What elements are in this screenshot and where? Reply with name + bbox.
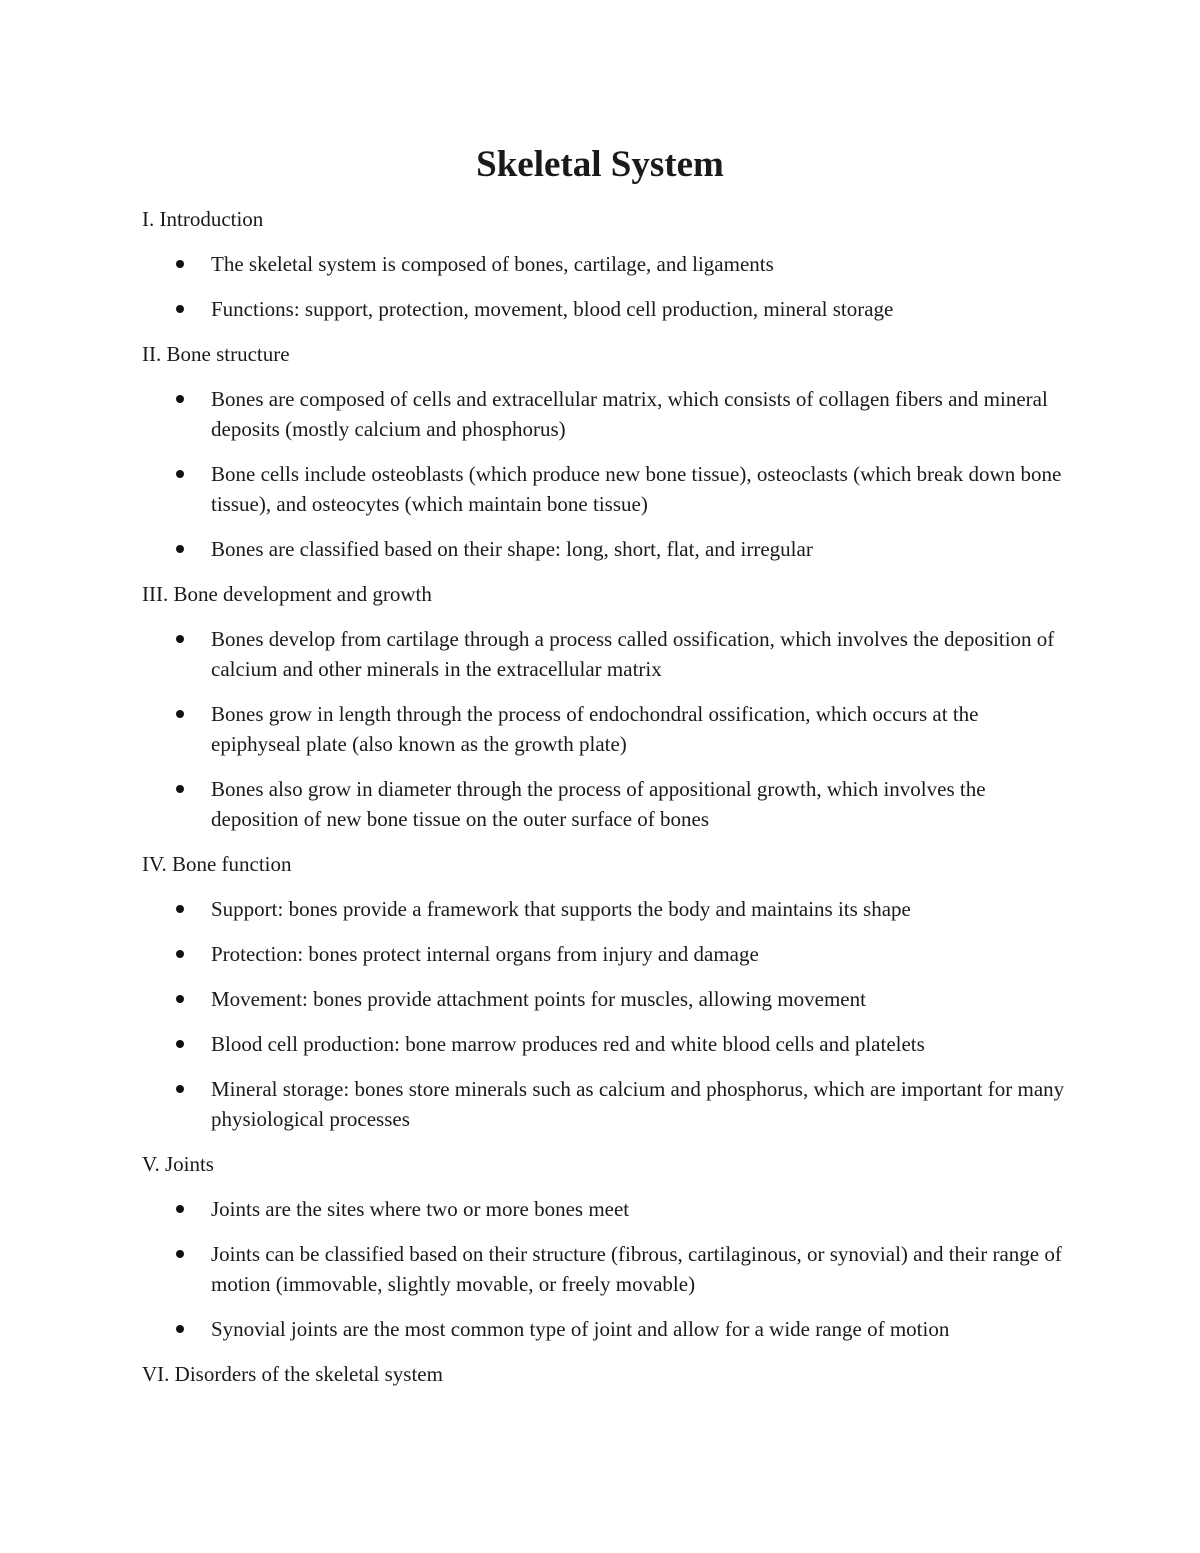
- bullet-item: [142, 384, 1072, 444]
- outline-section: [142, 579, 1072, 834]
- bullet-dot-icon: [176, 260, 184, 268]
- bullet-dot-icon: [176, 635, 184, 643]
- bullet-item: [142, 249, 1072, 279]
- section-heading: III. Bone development and growth: [142, 582, 432, 606]
- outline-section: [142, 204, 1072, 324]
- bullet-list: [142, 249, 1072, 324]
- bullet-list: [142, 384, 1072, 564]
- bullet-text: Bones develop from cartilage through a process called ossification, which involves the deposition of calcium and other minerals in the extracellular matrix: [211, 627, 1055, 681]
- bullet-item: [142, 699, 1072, 759]
- bullet-item: [142, 1074, 1072, 1134]
- bullet-item: [142, 939, 1072, 969]
- bullet-text: Bones are composed of cells and extracellular matrix, which consists of collagen fibers and mineral deposits (mostly calcium and phosphorus): [211, 387, 1048, 441]
- bullet-dot-icon: [176, 1205, 184, 1213]
- bullet-dot-icon: [176, 1325, 184, 1333]
- section-heading: II. Bone structure: [142, 342, 290, 366]
- section-heading: I. Introduction: [142, 207, 264, 231]
- bullet-list: [142, 894, 1072, 1134]
- bullet-item: [142, 774, 1072, 834]
- bullet-text: Support: bones provide a framework that supports the body and maintains its shape: [211, 897, 911, 921]
- bullet-dot-icon: [176, 1085, 184, 1093]
- bullet-text: Joints can be classified based on their structure (fibrous, cartilaginous, or synovial) and their range of motion (immovable, slightly movable, or freely movable): [211, 1242, 1062, 1296]
- bullet-dot-icon: [176, 905, 184, 913]
- outline-section: [142, 849, 1072, 1134]
- outline-section: [142, 1149, 1072, 1344]
- document-title: Skeletal System: [476, 144, 724, 185]
- bullet-text: Bones also grow in diameter through the process of appositional growth, which involves the deposition of new bone tissue on the outer surface of bones: [211, 777, 986, 831]
- outline-section: [142, 339, 1072, 564]
- bullet-item: [142, 1314, 1072, 1344]
- bullet-dot-icon: [176, 395, 184, 403]
- bullet-text: Blood cell production: bone marrow produces red and white blood cells and platelets: [211, 1032, 925, 1056]
- bullet-text: Functions: support, protection, movement, blood cell production, mineral storage: [211, 297, 894, 321]
- bullet-item: [142, 624, 1072, 684]
- bullet-dot-icon: [176, 710, 184, 718]
- bullet-list: [142, 1194, 1072, 1344]
- bullet-text: Synovial joints are the most common type of joint and allow for a wide range of motion: [211, 1317, 950, 1341]
- bullet-text: Mineral storage: bones store minerals such as calcium and phosphorus, which are important for many physiological processes: [211, 1077, 1065, 1131]
- bullet-text: The skeletal system is composed of bones, cartilage, and ligaments: [211, 252, 774, 276]
- bullet-item: [142, 894, 1072, 924]
- bullet-text: Movement: bones provide attachment points for muscles, allowing movement: [211, 987, 866, 1011]
- bullet-item: [142, 1029, 1072, 1059]
- bullet-dot-icon: [176, 305, 184, 313]
- bullet-text: Joints are the sites where two or more bones meet: [211, 1197, 630, 1221]
- bullet-dot-icon: [176, 1040, 184, 1048]
- bullet-dot-icon: [176, 1250, 184, 1258]
- document-body: [142, 204, 1072, 1404]
- bullet-item: [142, 1194, 1072, 1224]
- section-heading: IV. Bone function: [142, 852, 292, 876]
- bullet-item: [142, 984, 1072, 1014]
- bullet-item: [142, 294, 1072, 324]
- section-heading: VI. Disorders of the skeletal system: [142, 1362, 443, 1386]
- outline-section: [142, 1359, 1072, 1389]
- bullet-dot-icon: [176, 785, 184, 793]
- bullet-dot-icon: [176, 995, 184, 1003]
- bullet-dot-icon: [176, 470, 184, 478]
- bullet-list: [142, 624, 1072, 834]
- bullet-item: [142, 534, 1072, 564]
- bullet-dot-icon: [176, 950, 184, 958]
- bullet-text: Bones are classified based on their shape: long, short, flat, and irregular: [211, 537, 813, 561]
- bullet-item: [142, 459, 1072, 519]
- bullet-item: [142, 1239, 1072, 1299]
- bullet-text: Protection: bones protect internal organs from injury and damage: [211, 942, 759, 966]
- bullet-text: Bones grow in length through the process of endochondral ossification, which occurs at the epiphyseal plate (also known as the growth plate): [211, 702, 979, 756]
- section-heading: V. Joints: [142, 1152, 214, 1176]
- bullet-dot-icon: [176, 545, 184, 553]
- bullet-text: Bone cells include osteoblasts (which produce new bone tissue), osteoclasts (which break down bone tissue), and osteocytes (which maintain bone tissue): [211, 462, 1062, 516]
